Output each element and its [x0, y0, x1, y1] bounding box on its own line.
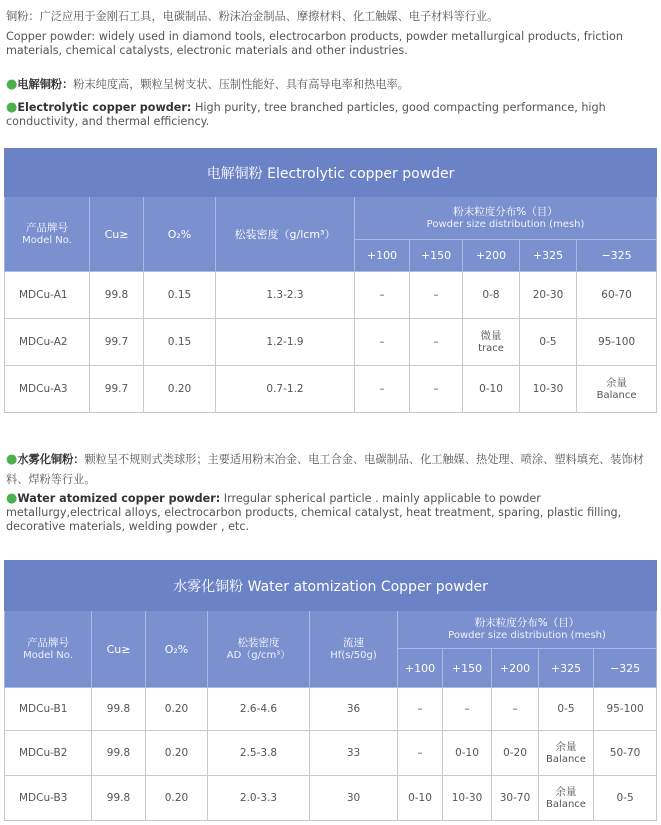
mesh-cell: – [355, 272, 410, 319]
table2-density-header: 松装密度 AD（g/cm³） [208, 611, 310, 688]
mesh-cell: 余量 Balance [577, 366, 657, 413]
electrolytic-table [4, 148, 657, 413]
cu-cell: 99.8 [90, 272, 144, 319]
table1-o2-header: O₂% [144, 197, 216, 272]
table1-title: 电解铜粉 Electrolytic copper powder [5, 149, 657, 197]
mesh-cell: 30-70 [492, 776, 539, 821]
flow-cell: 30 [310, 776, 398, 821]
mesh-cell: 余量 Balance [539, 731, 594, 776]
table2-cu-header: Cu≥ [92, 611, 146, 688]
cu-cell: 99.8 [92, 776, 146, 821]
mesh-cell: 0-10 [443, 731, 492, 776]
table2-mesh-header: +200 [492, 649, 539, 688]
table-row [5, 688, 657, 731]
mesh-cell: 0-8 [463, 272, 520, 319]
table1-density-header: 松装密度（g/lcm³） [216, 197, 355, 272]
bullet-dot-icon: ● [6, 77, 18, 92]
mesh-cell: 0-10 [398, 776, 443, 821]
table1-mesh-header: +200 [463, 240, 520, 272]
table1-mesh-header: +100 [355, 240, 410, 272]
flow-cell: 36 [310, 688, 398, 731]
mesh-cell: 95-100 [594, 688, 657, 731]
o2-cell: 0.15 [144, 319, 216, 366]
table-row [5, 366, 657, 413]
table2-mesh-header: +100 [398, 649, 443, 688]
o2-cell: 0.20 [144, 366, 216, 413]
table2-title: 水雾化铜粉 Water atomization Copper powder [5, 561, 657, 611]
table2-mesh-header: +150 [443, 649, 492, 688]
mesh-cell: – [410, 366, 463, 413]
table-row [5, 776, 657, 821]
water-text-cn: 颗粒呈不规则式类球形；主要适用粉末冶金、电工合金、电碳制品、化工触媒、热处理、喷涂、塑料填充、装饰材料、焊粉等行业。 [6, 453, 644, 486]
density-cell: 1.2-1.9 [216, 319, 355, 366]
mesh-cell: 50-70 [594, 731, 657, 776]
mesh-cell: – [410, 272, 463, 319]
water-text-en: Irregular spherical particle . mainly applicable to powder metallurgy,electrical alloys, electrocarbon products, chemical catalyst, heat treatment, sparing, plastic filling, decorative materials, welding powder , etc. [6, 492, 622, 533]
mesh-cell: 10-30 [443, 776, 492, 821]
electrolytic-text-cn: 粉末纯度高，颗粒呈树支状、压制性能好、具有高导电率和热电率。 [73, 78, 409, 91]
table2-model-header: 产品牌号 Model No. [5, 611, 92, 688]
o2-cell: 0.20 [146, 776, 208, 821]
mesh-cell: 20-30 [520, 272, 577, 319]
water-atomization-table [4, 560, 657, 821]
table2-mesh-header: −325 [594, 649, 657, 688]
mesh-cell: – [492, 688, 539, 731]
mesh-cell: – [398, 731, 443, 776]
water-desc-en [6, 492, 656, 534]
intro-cn: 铜粉：广泛应用于金刚石工具，电碳制品、粉沫冶金制品、摩擦材料、化工触媒、电子材料等行业。 [6, 10, 499, 23]
model-cell: MDCu-B1 [5, 688, 92, 731]
model-cell: MDCu-A3 [5, 366, 90, 413]
bullet-dot-icon: ● [6, 100, 18, 115]
o2-cell: 0.15 [144, 272, 216, 319]
model-cell: MDCu-A1 [5, 272, 90, 319]
mesh-cell: – [355, 366, 410, 413]
mesh-cell: 0-5 [539, 688, 594, 731]
intro-en: Copper powder: widely used in diamond tools, electrocarbon products, powder metallurgical products, friction materials, chemical catalysts, electronic materials and other industries. [6, 30, 623, 57]
density-cell: 1.3-2.3 [216, 272, 355, 319]
density-cell: 2.0-3.3 [208, 776, 310, 821]
table1-mesh-header: +150 [410, 240, 463, 272]
electrolytic-label-cn: 电解铜粉： [17, 78, 74, 91]
electrolytic-desc-cn [6, 78, 656, 92]
mesh-cell: – [443, 688, 492, 731]
cu-cell: 99.8 [92, 731, 146, 776]
table1-dist-header: 粉末粒度分布%（目） Powder size distribution (mesh) [355, 197, 657, 240]
water-label-cn: 水雾化铜粉： [17, 453, 85, 466]
o2-cell: 0.20 [146, 688, 208, 731]
mesh-cell: 余量 Balance [539, 776, 594, 821]
table2-mesh-header: +325 [539, 649, 594, 688]
water-desc-cn [6, 450, 656, 490]
mesh-cell: – [410, 319, 463, 366]
table-row [5, 319, 657, 366]
electrolytic-label-en: Electrolytic copper powder: [17, 101, 192, 114]
mesh-cell: 0-10 [463, 366, 520, 413]
table1-mesh-header: −325 [577, 240, 657, 272]
cu-cell: 99.7 [90, 366, 144, 413]
mesh-cell: 60-70 [577, 272, 657, 319]
mesh-cell: 微量 trace [463, 319, 520, 366]
table2-flow-header: 流速 Hf(s/50g) [310, 611, 398, 688]
bullet-dot-icon: ● [6, 491, 18, 506]
flow-cell: 33 [310, 731, 398, 776]
water-label-en: Water atomized copper powder: [17, 492, 221, 505]
electrolytic-desc-en [6, 101, 656, 129]
mesh-cell: 0-5 [594, 776, 657, 821]
density-cell: 2.5-3.8 [208, 731, 310, 776]
mesh-cell: 95-100 [577, 319, 657, 366]
table2-dist-header: 粉末粒度分布%（目） Powder size distribution (mesh) [398, 611, 657, 649]
table1-cu-header: Cu≥ [90, 197, 144, 272]
mesh-cell: 0-20 [492, 731, 539, 776]
table-row [5, 272, 657, 319]
table2-o2-header: O₂% [146, 611, 208, 688]
density-cell: 0.7-1.2 [216, 366, 355, 413]
bullet-dot-icon: ● [6, 452, 18, 467]
mesh-cell: – [398, 688, 443, 731]
electrolytic-text-en: High purity, tree branched particles, good compacting performance, high conductivity, and thermal efficiency. [6, 101, 606, 128]
density-cell: 2.6-4.6 [208, 688, 310, 731]
model-cell: MDCu-B3 [5, 776, 92, 821]
cu-cell: 99.7 [90, 319, 144, 366]
table1-mesh-header: +325 [520, 240, 577, 272]
mesh-cell: – [355, 319, 410, 366]
o2-cell: 0.20 [146, 731, 208, 776]
table-row [5, 731, 657, 776]
table1-model-header: 产品牌号 Model No. [5, 197, 90, 272]
model-cell: MDCu-B2 [5, 731, 92, 776]
mesh-cell: 0-5 [520, 319, 577, 366]
model-cell: MDCu-A2 [5, 319, 90, 366]
mesh-cell: 10-30 [520, 366, 577, 413]
cu-cell: 99.8 [92, 688, 146, 731]
